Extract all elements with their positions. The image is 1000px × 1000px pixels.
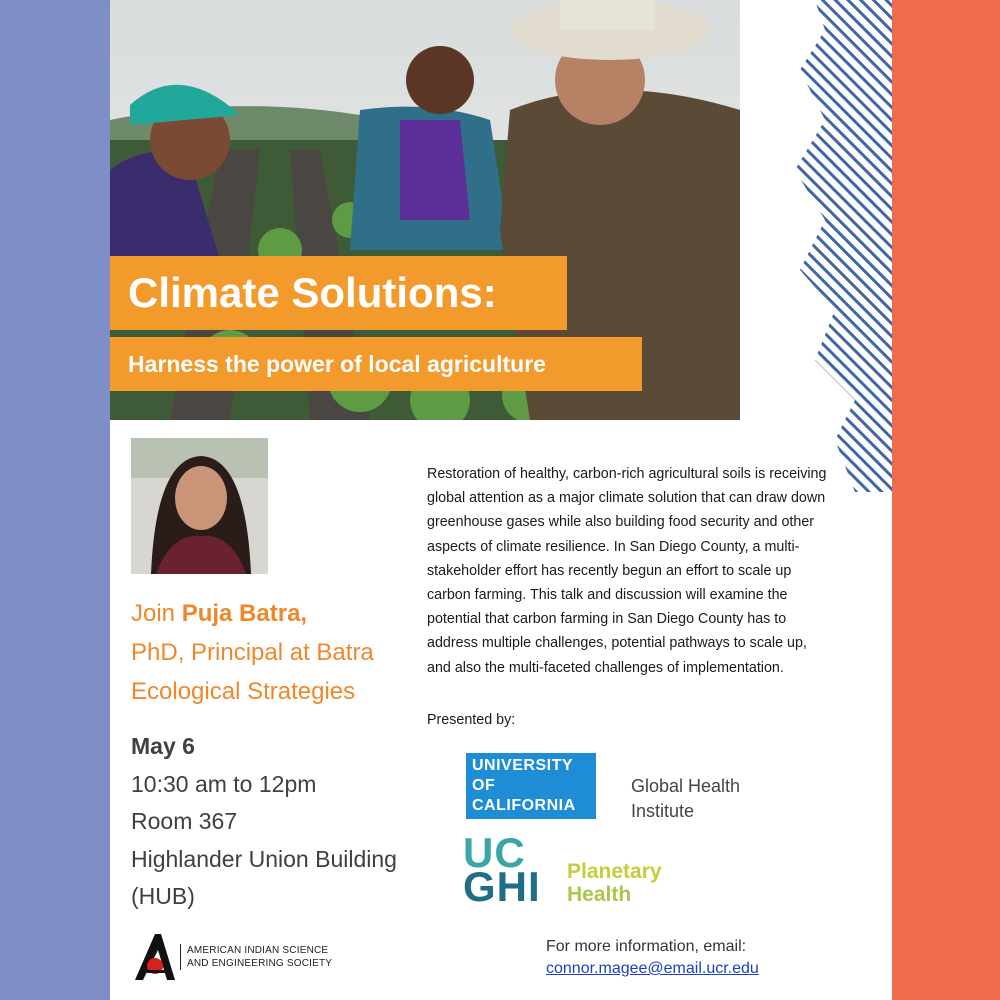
ghi-line-1: Global Health — [631, 776, 741, 796]
contact-label: For more information, email: — [546, 938, 747, 955]
planetary-line-1: Planetary — [567, 860, 662, 883]
contact-email-link[interactable]: connor.magee@email.ucr.edu — [546, 960, 759, 977]
page-subtitle: Harness the power of local agriculture — [128, 350, 546, 377]
event-time: 10:30 am to 12pm — [131, 770, 317, 797]
event-building: Highlander Union Building — [131, 845, 397, 872]
right-color-band — [892, 0, 1000, 1000]
event-date: May 6 — [131, 733, 195, 759]
speaker-name: Puja Batra, — [181, 600, 308, 627]
speaker-photo — [131, 438, 268, 574]
subtitle-banner — [110, 337, 642, 391]
page-title: Climate Solutions: — [128, 269, 497, 316]
uc-logo-line-3: CALIFORNIA — [472, 797, 576, 814]
ucghi-logo-line-1: UC — [463, 829, 526, 876]
contact-info — [546, 936, 759, 980]
global-health-institute-label — [631, 774, 740, 824]
presented-by-label: Presented by: — [427, 712, 516, 728]
aises-logo-icon — [133, 932, 177, 982]
uc-logo-line-1: UNIVERSITY — [472, 757, 574, 774]
uc-logo-line-2: OF — [472, 777, 496, 794]
aises-line-1: AMERICAN INDIAN SCIENCE — [187, 945, 329, 956]
event-room: Room 367 — [131, 808, 238, 834]
ghi-line-2: Institute — [631, 801, 695, 821]
title-banner — [110, 256, 567, 330]
planetary-line-2: Health — [567, 883, 632, 906]
speaker-intro — [131, 594, 411, 711]
speaker-credentials-1: PhD, Principal at Batra — [131, 639, 374, 666]
event-building-abbr: (HUB) — [131, 883, 195, 909]
aises-line-2: AND ENGINEERING SOCIETY — [187, 958, 333, 969]
diagonal-hatch-decoration — [795, 0, 892, 492]
planetary-health-logo — [567, 860, 662, 906]
aises-logo-text — [180, 944, 332, 970]
university-of-california-logo — [466, 753, 596, 819]
ucghi-logo-line-2: GHI — [463, 863, 541, 910]
left-color-band — [0, 0, 110, 1000]
ucghi-logo — [463, 829, 541, 910]
event-description: Restoration of healthy, carbon-rich agricultural soils is receiving global attention as a major climate solution that can draw down greenhouse gases while also building food security and other aspects of climate resilience. In San Diego County, a multi-stakeholder effort has recently begun an effort to scale up carbon farming. This talk and discussion will examine the potential that carbon farming in San Diego County has to address multiple challenges, potential pathways to scale up, and also the multi-faceted challenges of implementation. — [427, 466, 827, 676]
event-details — [131, 728, 421, 916]
join-prefix: Join — [131, 600, 182, 627]
speaker-credentials-2: Ecological Strategies — [131, 678, 356, 705]
